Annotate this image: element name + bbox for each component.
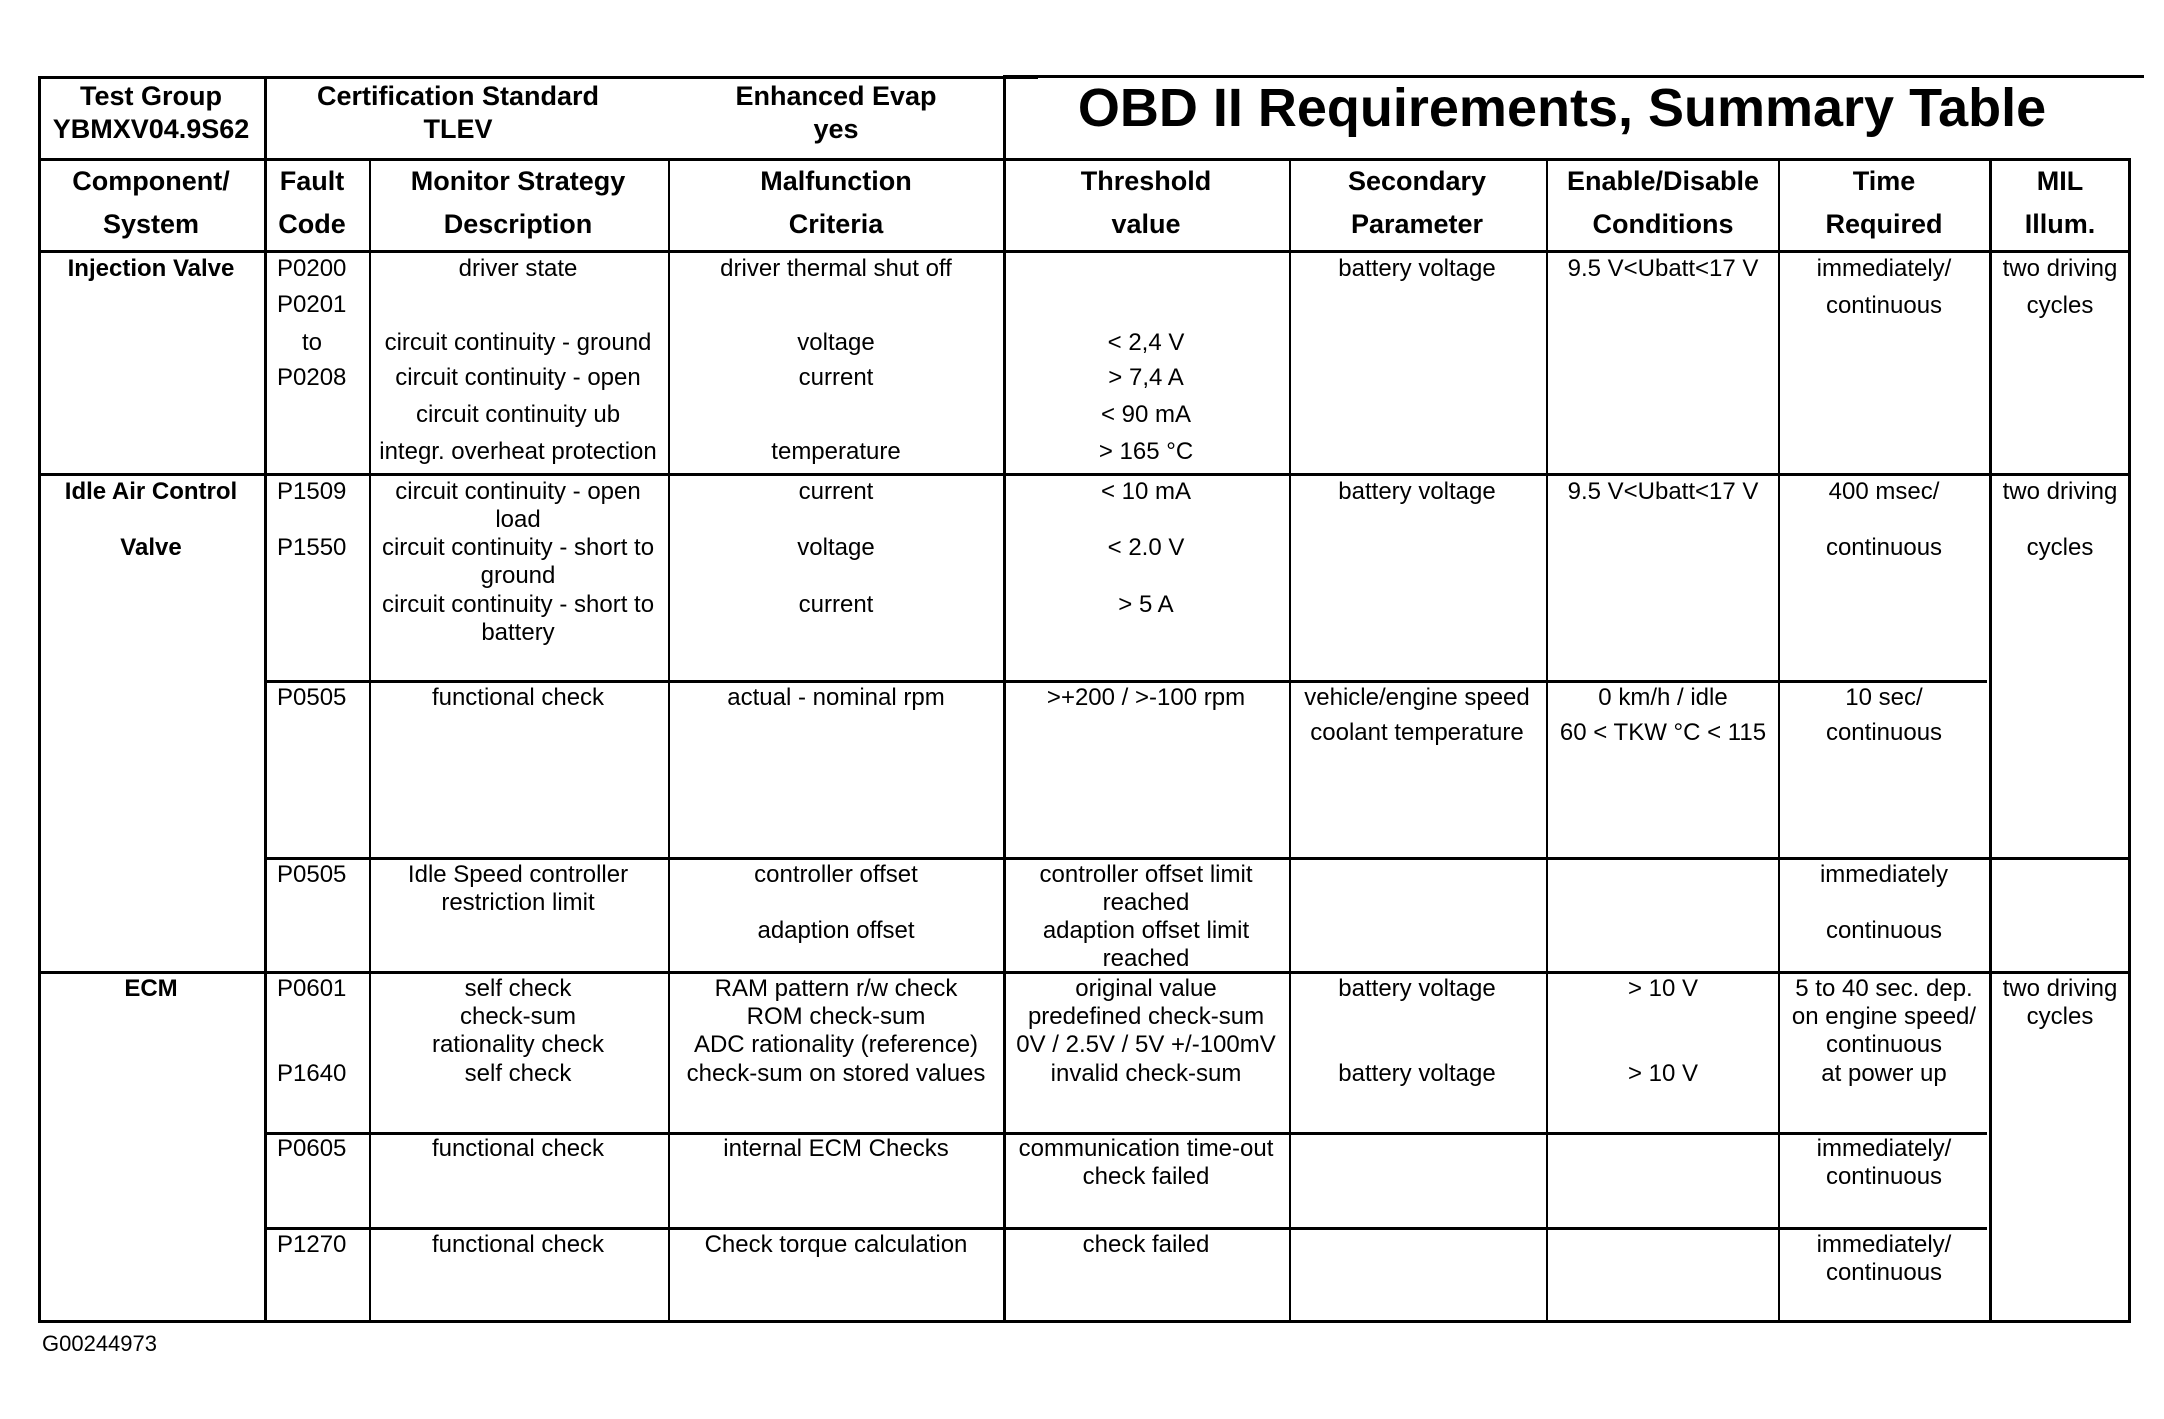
col-malfunction-2: Criteria bbox=[788, 209, 884, 239]
col-threshold-2: value bbox=[1111, 209, 1181, 239]
rule-rpm-bottom bbox=[265, 857, 2131, 860]
inj-mil-1: two driving bbox=[2002, 255, 2118, 282]
ecm-enable-2: > 10 V bbox=[1627, 1060, 1699, 1087]
ecm-secondary-2: battery voltage bbox=[1338, 1060, 1496, 1087]
iac-fault-1: P1509 bbox=[277, 478, 347, 505]
inj-desc-4: circuit continuity ub bbox=[415, 401, 621, 428]
inj-fault-3: to bbox=[301, 329, 323, 356]
test-group-label: Test Group bbox=[79, 81, 223, 111]
isc-thr-1: controller offset limit bbox=[1039, 861, 1253, 888]
inj-crit-2: voltage bbox=[797, 329, 875, 356]
rule-top bbox=[38, 76, 1038, 79]
cert-standard-label: Certification Standard bbox=[316, 81, 600, 111]
p0605-crit: internal ECM Checks bbox=[723, 1135, 949, 1162]
iac-desc-1: circuit continuity - open bbox=[395, 478, 641, 505]
col-fault-2: Code bbox=[278, 209, 346, 239]
iac-time-2: continuous bbox=[1825, 534, 1943, 561]
ecm-desc-1: self check bbox=[464, 975, 572, 1002]
iac-mil-2: cycles bbox=[2026, 534, 2094, 561]
iac-crit-1: current bbox=[798, 478, 874, 505]
col-time-1: Time bbox=[1852, 166, 1916, 196]
col-monitor-1: Monitor Strategy bbox=[410, 166, 626, 196]
rule-col7 bbox=[1778, 160, 1780, 1323]
rule-right bbox=[2128, 160, 2131, 1323]
rule-col5 bbox=[1289, 160, 1291, 1323]
ecm-crit-4: check-sum on stored values bbox=[686, 1060, 986, 1087]
inj-crit-1: driver thermal shut off bbox=[720, 255, 952, 282]
p0605-thr-2: check failed bbox=[1082, 1163, 1210, 1190]
p0605-time-1: immediately/ bbox=[1816, 1135, 1952, 1162]
rule-header bbox=[38, 158, 2131, 161]
enhanced-evap-value: yes bbox=[813, 114, 859, 144]
ecm-fault-2: P1640 bbox=[277, 1060, 347, 1087]
col-mil-2: Illum. bbox=[2024, 209, 2096, 239]
rule-isc-bottom bbox=[38, 971, 2131, 974]
col-fault-1: Fault bbox=[279, 166, 345, 196]
ecm-system: ECM bbox=[124, 975, 178, 1002]
rpm-fault: P0505 bbox=[277, 684, 347, 711]
iac-desc-6: battery bbox=[481, 619, 555, 646]
rpm-thr: >+200 / >-100 rpm bbox=[1046, 684, 1246, 711]
isc-desc-2: restriction limit bbox=[441, 889, 595, 916]
ecm-thr-4: invalid check-sum bbox=[1050, 1060, 1242, 1087]
ecm-enable-1: > 10 V bbox=[1627, 975, 1699, 1002]
ecm-crit-2: ROM check-sum bbox=[746, 1003, 926, 1030]
inj-desc-1: driver state bbox=[458, 255, 578, 282]
iac-thr-2: < 2.0 V bbox=[1107, 534, 1185, 561]
iac-thr-1: < 10 mA bbox=[1100, 478, 1192, 505]
iac-desc-5: circuit continuity - short to bbox=[381, 591, 655, 618]
iac-mil-1: two driving bbox=[2002, 478, 2118, 505]
inj-crit-4: temperature bbox=[771, 438, 901, 465]
col-component-2: System bbox=[102, 209, 200, 239]
inj-desc-2: circuit continuity - ground bbox=[384, 329, 652, 356]
rule-p0605-bottom bbox=[265, 1227, 1987, 1230]
iac-system-2: Valve bbox=[120, 534, 182, 561]
rule-iac-bottom bbox=[265, 680, 1987, 683]
p0605-fault: P0605 bbox=[277, 1135, 347, 1162]
rule-colheader bbox=[38, 250, 2131, 253]
inj-thr-4: > 165 °C bbox=[1098, 438, 1194, 465]
inj-fault-2: P0201 bbox=[277, 291, 347, 318]
ecm-time-4: at power up bbox=[1821, 1060, 1947, 1087]
iac-enable: 9.5 V<Ubatt<17 V bbox=[1567, 478, 1759, 505]
isc-thr-2: reached bbox=[1102, 889, 1190, 916]
p0605-thr-1: communication time-out bbox=[1018, 1135, 1274, 1162]
rpm-secondary-1: vehicle/engine speed bbox=[1304, 684, 1530, 711]
rule-col6 bbox=[1546, 160, 1548, 1323]
ecm-mil-1: two driving bbox=[2002, 975, 2118, 1002]
p1270-time-2: continuous bbox=[1825, 1259, 1943, 1286]
p1270-time-1: immediately/ bbox=[1816, 1231, 1952, 1258]
ecm-fault-1: P0601 bbox=[277, 975, 347, 1002]
inj-secondary: battery voltage bbox=[1338, 255, 1496, 282]
ecm-time-1: 5 to 40 sec. dep. bbox=[1795, 975, 1973, 1002]
rule-col4 bbox=[1003, 76, 1006, 1323]
ecm-secondary-1: battery voltage bbox=[1338, 975, 1496, 1002]
rpm-enable-1: 0 km/h / idle bbox=[1598, 684, 1728, 711]
rule-col8 bbox=[1989, 160, 1992, 1323]
iac-desc-3: circuit continuity - short to bbox=[381, 534, 655, 561]
col-enable-2: Conditions bbox=[1592, 209, 1734, 239]
inj-mil-2: cycles bbox=[2026, 292, 2094, 319]
cert-standard-value: TLEV bbox=[423, 114, 493, 144]
p1270-thr: check failed bbox=[1082, 1231, 1210, 1258]
ecm-desc-3: rationality check bbox=[431, 1031, 605, 1058]
ecm-crit-1: RAM pattern r/w check bbox=[714, 975, 958, 1002]
inj-time-1: immediately/ bbox=[1816, 255, 1952, 282]
p0605-desc: functional check bbox=[431, 1135, 605, 1162]
iac-crit-2: voltage bbox=[797, 534, 875, 561]
rule-left bbox=[38, 76, 41, 1323]
test-group-value: YBMXV04.9S62 bbox=[52, 114, 250, 144]
isc-crit-2: adaption offset bbox=[757, 917, 915, 944]
inj-crit-3: current bbox=[798, 364, 874, 391]
rule-bottom bbox=[38, 1320, 2131, 1323]
col-mil-1: MIL bbox=[2036, 166, 2084, 196]
inj-thr-1: < 2,4 V bbox=[1107, 329, 1185, 356]
rule-col1 bbox=[264, 76, 267, 1323]
enhanced-evap-label: Enhanced Evap bbox=[735, 81, 937, 111]
page-title: OBD II Requirements, Summary Table bbox=[1077, 78, 2047, 138]
ecm-thr-1: original value bbox=[1075, 975, 1217, 1002]
iac-desc-4: ground bbox=[480, 562, 556, 589]
iac-system-1: Idle Air Control bbox=[64, 478, 238, 505]
rule-col2 bbox=[369, 160, 371, 1323]
ecm-thr-2: predefined check-sum bbox=[1027, 1003, 1265, 1030]
inj-desc-3: circuit continuity - open bbox=[395, 364, 641, 391]
col-malfunction-1: Malfunction bbox=[760, 166, 912, 196]
col-monitor-2: Description bbox=[443, 209, 593, 239]
inj-time-2: continuous bbox=[1825, 292, 1943, 319]
inj-fault-4: P0208 bbox=[277, 364, 347, 391]
col-time-2: Required bbox=[1825, 209, 1943, 239]
ecm-crit-3: ADC rationality (reference) bbox=[693, 1031, 979, 1058]
inj-system: Injection Valve bbox=[67, 255, 235, 282]
isc-desc-1: Idle Speed controller bbox=[407, 861, 629, 888]
isc-thr-3: adaption offset limit bbox=[1042, 917, 1250, 944]
inj-fault-1: P0200 bbox=[277, 255, 347, 282]
p0605-time-2: continuous bbox=[1825, 1163, 1943, 1190]
iac-thr-3: > 5 A bbox=[1118, 591, 1174, 618]
inj-thr-2: > 7,4 A bbox=[1108, 364, 1184, 391]
isc-time-1: immediately bbox=[1819, 861, 1949, 888]
isc-crit-1: controller offset bbox=[754, 861, 918, 888]
p1270-desc: functional check bbox=[431, 1231, 605, 1258]
iac-fault-2: P1550 bbox=[277, 534, 347, 561]
ecm-time-3: continuous bbox=[1825, 1031, 1943, 1058]
rpm-time-2: continuous bbox=[1825, 719, 1943, 746]
ecm-desc-2: check-sum bbox=[459, 1003, 577, 1030]
rpm-crit: actual - nominal rpm bbox=[727, 684, 945, 711]
rpm-desc: functional check bbox=[431, 684, 605, 711]
rpm-secondary-2: coolant temperature bbox=[1310, 719, 1524, 746]
ecm-mil-2: cycles bbox=[2026, 1003, 2094, 1030]
rpm-time-1: 10 sec/ bbox=[1845, 684, 1923, 711]
col-secondary-2: Parameter bbox=[1350, 209, 1484, 239]
rule-inj-bottom bbox=[38, 473, 2131, 476]
isc-time-2: continuous bbox=[1825, 917, 1943, 944]
inj-enable: 9.5 V<Ubatt<17 V bbox=[1567, 255, 1759, 282]
isc-thr-4: reached bbox=[1102, 945, 1190, 972]
ecm-time-2: on engine speed/ bbox=[1791, 1003, 1977, 1030]
iac-time-1: 400 msec/ bbox=[1828, 478, 1940, 505]
ecm-desc-4: self check bbox=[464, 1060, 572, 1087]
iac-desc-2: load bbox=[495, 506, 541, 533]
col-component-1: Component/ bbox=[72, 166, 230, 196]
inj-desc-5: integr. overheat protection bbox=[379, 438, 657, 465]
figure-id: G00244973 bbox=[42, 1331, 157, 1356]
iac-crit-3: current bbox=[798, 591, 874, 618]
rpm-enable-2: 60 < TKW °C < 115 bbox=[1559, 719, 1767, 746]
inj-thr-3: < 90 mA bbox=[1100, 401, 1192, 428]
isc-fault: P0505 bbox=[277, 861, 347, 888]
ecm-thr-3: 0V / 2.5V / 5V +/-100mV bbox=[1016, 1031, 1276, 1058]
col-threshold-1: Threshold bbox=[1080, 166, 1212, 196]
col-secondary-1: Secondary bbox=[1347, 166, 1487, 196]
col-enable-1: Enable/Disable bbox=[1566, 166, 1760, 196]
p1270-crit: Check torque calculation bbox=[704, 1231, 968, 1258]
rule-col3 bbox=[668, 160, 670, 1323]
iac-secondary: battery voltage bbox=[1338, 478, 1496, 505]
p1270-fault: P1270 bbox=[277, 1231, 347, 1258]
